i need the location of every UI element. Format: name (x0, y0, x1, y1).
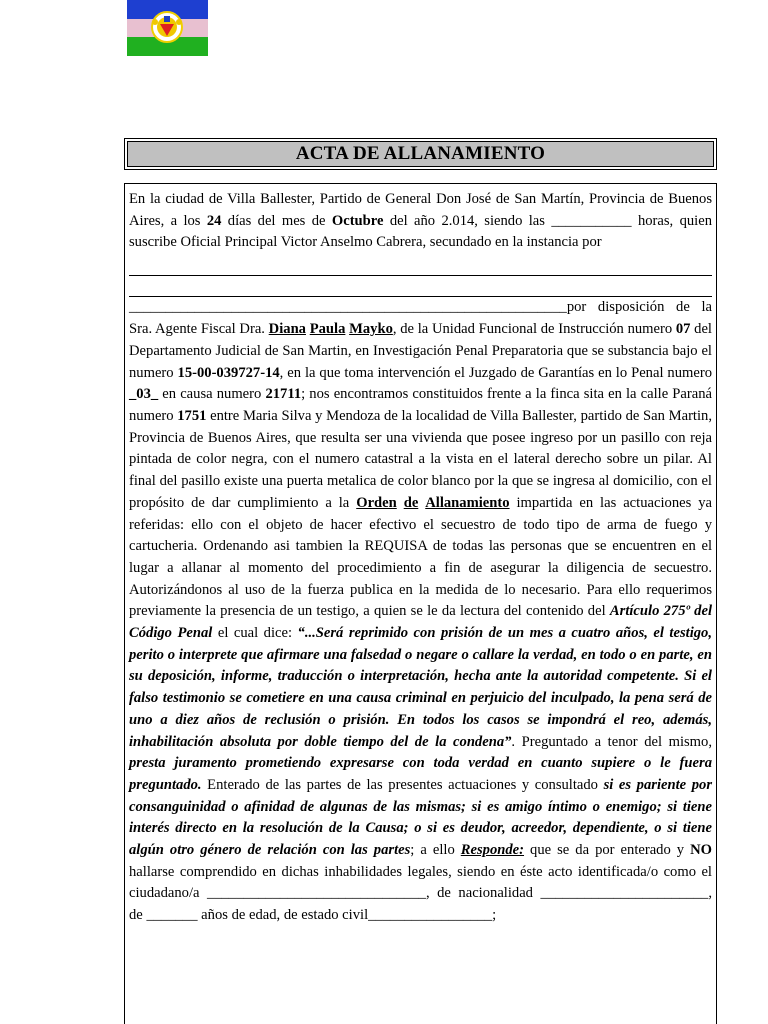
text-segment: , en la que toma intervención el Juzgado de Garantías en lo Penal numero (279, 364, 713, 381)
text-segment: el cual dice: (212, 625, 298, 642)
civil-status-blank: _________________ (368, 907, 493, 924)
day-value: 24 (206, 212, 222, 229)
article-quote: “...Será reprimido con prisión de un mes a cuatro años, el testigo, perito o interprete que afirmare una falsedad o negare o callare la verdad, en todo o en parte, en su deposición, informe, traducción o interpretación, hecha ante la autoridad competente. Si el falso testimonio se cometiere en una causa criminal en perjuicio del inculpado, la pena será de uno a diez años de reclusión o prisión. En todos los casos se impondrá el reo, además, inhabilitación absoluta por doble tiempo del de la condena” (129, 625, 712, 750)
title-box (124, 138, 717, 170)
text-segment: años de edad, de estado civil (197, 907, 369, 924)
nationality-blank: _______________________ (540, 885, 709, 902)
orden-word: Allanamiento (425, 494, 510, 511)
no-word: NO (690, 842, 712, 859)
orden-word: Orden (356, 494, 397, 511)
text-segment: impartida en las actuaciones ya referidas: ello con el objeto de hacer efectivo el secuestro de todo tipo de arma de fuego y cartucheria. Ordenando asi tambien la REQUISA de todas las personas que se encuentren en el lugar a allanar al momento del procedimiento a fin de asegurar la diligencia de secuestro. Autorizándonos al uso de la fuerza publica en la medida de lo necesario. Para ello requerimos previamente la presencia de un testigo, a quien se le da lectura del contenido del (129, 494, 712, 620)
text-segment: ; (492, 907, 497, 924)
text-segment: horas, quien suscribe Oficial Principal Victor Anselmo Cabrera, secundado en la instancia por (129, 212, 712, 251)
ipp-number: 15-00-039727-14 (177, 364, 280, 381)
age-blank: _______ (146, 907, 198, 924)
acta-text (129, 189, 712, 927)
text-segment: En la ciudad de Villa Ballester, Partido de General Don José de San Martín, Provincia de Buenos Aires, a los (129, 191, 712, 229)
text-segment: ; nos encontramos constituidos frente a la finca sita en la calle Paraná numero (129, 386, 713, 424)
document-body (124, 183, 717, 1024)
fiscal-name: Mayko (349, 321, 393, 338)
title-banner (127, 141, 714, 167)
causa-number: 21711 (265, 386, 302, 403)
blank-line (129, 276, 712, 298)
fiscal-name: Paula (309, 321, 346, 338)
text-segment: Enterado de las partes de las presentes actuaciones y consultado (201, 776, 604, 793)
paragraph-intro (129, 189, 712, 254)
orden-word: de (403, 494, 419, 511)
text-segment: del año 2.014, siendo las (383, 212, 552, 229)
hours-blank: ___________ (551, 212, 632, 229)
flag-logo (127, 0, 208, 56)
fiscal-name: Diana (268, 321, 306, 338)
street-number: 1751 (177, 408, 207, 424)
text-segment: por disposición de la Sra. Agente Fiscal Dra. (129, 299, 712, 338)
ufi-number: 07 (675, 321, 691, 338)
text-segment: hallarse comprendido en dichas inhabilidades legales, siendo en éste acto identificada/o como el ciudadano/a (129, 863, 712, 902)
blank-tail: ____________________________________________________________ (129, 299, 567, 316)
text-segment: días del mes de (221, 212, 332, 229)
document-title: ACTA DE ALLANAMIENTO (295, 143, 546, 164)
juzgado-number: _03_ (129, 386, 159, 403)
juramento-text: presta juramento prometiendo expresarse con toda verdad en cuanto supiere o le fuera preguntado. (129, 755, 712, 793)
articulo-reference: Artículo 275º del Código Penal (129, 603, 712, 642)
text-segment: entre Maria Silva y Mendoza de la localidad de Villa Ballester, partido de San Martin, Provincia de Buenos Aires, que resulta ser una vivienda que posee ingreso por un pasillo con reja pintada de color negra, con el numero catastral a la vista en el lateral derecho sobre un pilar. Al final del pasillo existe una puerta metalica de color blanco por la que se ingresa al domicilio, con el propósito de dar cumplimiento a la (129, 408, 712, 511)
text-segment: que se da por enterado y (524, 842, 691, 859)
text-segment: del Departamento Judicial de San Martin, en Investigación Penal Preparatoria que se substancia bajo el numero (129, 321, 712, 381)
responde-label: Responde: (460, 842, 525, 859)
text-segment: , de nacionalidad (425, 885, 541, 902)
blank-line (129, 254, 712, 276)
pregunta-text: si es pariente por consanguinidad o afinidad de algunas de las mismas; si es amigo íntimo o enemigo; si tiene interés directo en la resolución de la Causa; o si es deudor, acreedor, dependiente, o si tiene algún otro género de relación con las partes (129, 776, 712, 859)
paragraph-main (129, 297, 712, 926)
month-value: Octubre (331, 212, 384, 229)
name-blank: ______________________________ (207, 885, 426, 902)
text-segment: ; a ello (410, 842, 461, 859)
text-segment: . Preguntado a tenor del mismo, (511, 733, 712, 750)
text-segment: , de la Unidad Funcional de Instrucción numero (392, 321, 676, 338)
text-segment: , de (129, 885, 712, 924)
text-segment: en causa numero (158, 386, 266, 403)
